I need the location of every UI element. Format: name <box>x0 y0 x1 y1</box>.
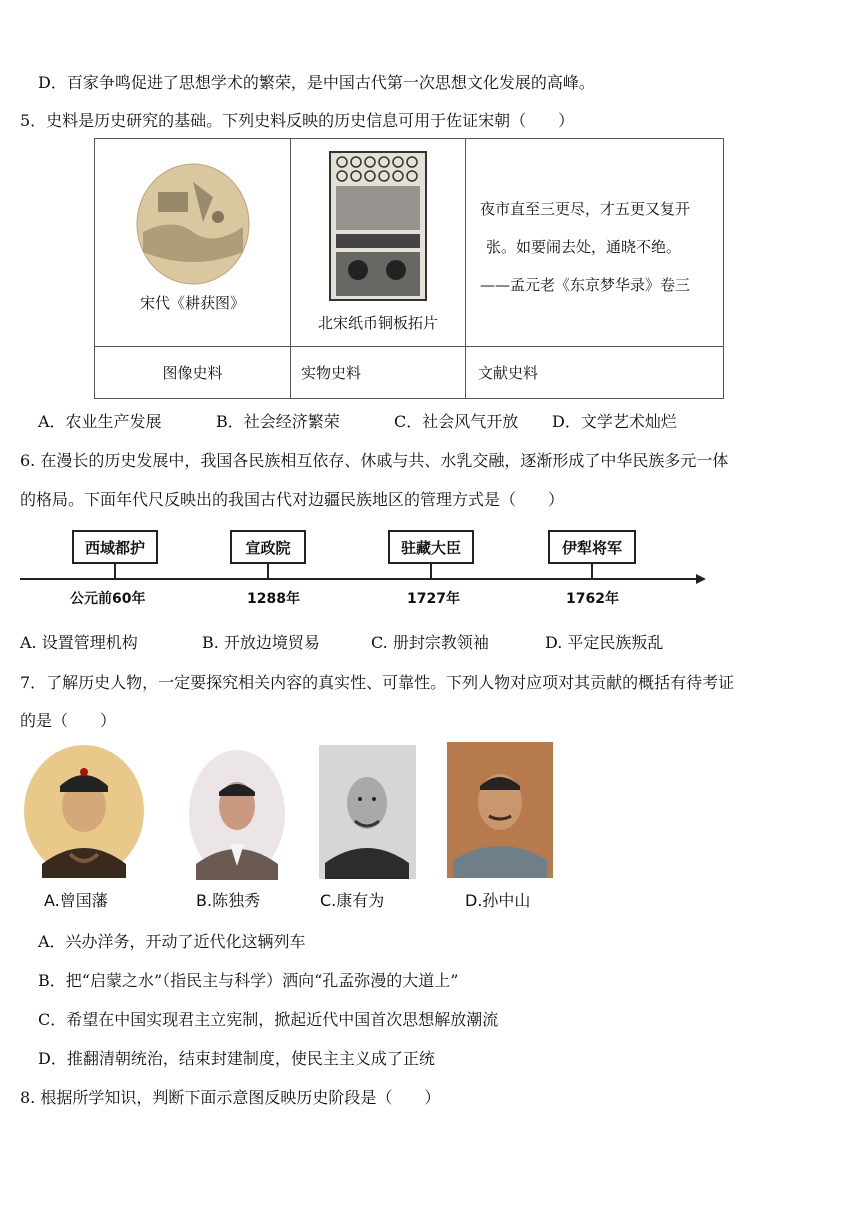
q7-option-c: C．希望在中国实现君主立宪制，掀起近代中国首次思想解放潮流 <box>38 1010 499 1029</box>
q5-option-b: B．社会经济繁荣 <box>216 412 340 431</box>
person-label-c: C.康有为 <box>320 891 385 910</box>
literature-line-2: 张。如要闹去处，通晓不绝。 <box>486 238 682 256</box>
q6-option-d: D. 平定民族叛乱 <box>545 633 664 652</box>
rubbing-caption: 北宋纸币铜板拓片 <box>317 314 438 332</box>
type-artifact-source: 实物史料 <box>291 347 466 399</box>
timeline-label-zhuzang: 驻藏大臣 <box>388 530 474 564</box>
q6-option-b: B. 开放边境贸易 <box>202 633 320 652</box>
literature-source-cell <box>466 139 724 347</box>
type-literature-source: 文献史料 <box>466 347 724 399</box>
literature-line-1: 夜市直至三更尽，才五更又复开 <box>480 200 691 218</box>
timeline-label-yili: 伊犁将军 <box>548 530 636 564</box>
q6-stem-line-2: 的格局。下面年代尺反映出的我国古代对边疆民族地区的管理方式是（ ） <box>20 490 565 509</box>
image-source-cell <box>95 139 291 347</box>
timeline-tick <box>114 564 116 578</box>
timeline-year: 1288年 <box>247 591 300 607</box>
q5-source-table <box>94 138 724 399</box>
timeline-year: 1727年 <box>407 591 460 607</box>
q6-option-a: A. 设置管理机构 <box>20 633 138 652</box>
q8-stem: 8. 根据所学知识，判断下面示意图反映历史阶段是（ ） <box>20 1088 441 1107</box>
farming-painting-image <box>133 162 253 286</box>
person-label-a: A.曾国藩 <box>44 891 108 910</box>
q7-option-d: D．推翻清朝统治，结束封建制度，使民主主义成了正统 <box>38 1049 435 1068</box>
q7-stem-line-2: 的是（ ） <box>20 711 117 730</box>
kang-youwei-portrait <box>319 745 416 879</box>
q5-option-d: D．文学艺术灿烂 <box>552 412 677 431</box>
q7-stem-line-1: 7．了解历史人物，一定要探究相关内容的真实性、可靠性。下列人物对应项对其贡献的概括有待考证 <box>20 673 735 692</box>
timeline-tick <box>430 564 432 578</box>
timeline-arrow-icon <box>696 574 706 584</box>
painting-caption: 宋代《耕获图》 <box>139 294 245 312</box>
artifact-source-cell <box>291 139 466 347</box>
q6-stem-line-1: 6. 在漫长的历史发展中，我国各民族相互依存、休戚与共、水乳交融，逐渐形成了中华民族多元一体 <box>20 451 729 470</box>
literature-citation: ——孟元老《东京梦华录》卷三 <box>480 276 691 294</box>
q7-option-a: A．兴办洋务，开动了近代化这辆列车 <box>38 932 306 951</box>
q5-stem: 5．史料是历史研究的基础。下列史料反映的历史信息可用于佐证宋朝（ ） <box>20 111 575 130</box>
timeline-label-xuanzheng: 宣政院 <box>230 530 306 564</box>
sun-yatsen-portrait <box>447 742 553 878</box>
q5-option-a: A．农业生产发展 <box>38 412 162 431</box>
timeline-tick <box>267 564 269 578</box>
timeline-label-xiyu: 西域都护 <box>72 530 158 564</box>
chen-duxiu-portrait <box>188 748 286 880</box>
paper-money-rubbing-image <box>328 150 428 302</box>
zeng-guofan-portrait <box>22 744 146 878</box>
type-image-source: 图像史料 <box>95 347 291 399</box>
person-label-d: D.孙中山 <box>465 891 531 910</box>
q7-option-b: B．把“启蒙之水”（指民主与科学）洒向“孔孟弥漫的大道上” <box>38 971 459 990</box>
q6-option-c: C. 册封宗教领袖 <box>371 633 489 652</box>
q5-option-c: C．社会风气开放 <box>394 412 519 431</box>
timeline-tick <box>591 564 593 578</box>
timeline-year: 公元前60年 <box>70 591 146 607</box>
person-label-b: B.陈独秀 <box>196 891 261 910</box>
timeline-year: 1762年 <box>566 591 619 607</box>
timeline-axis <box>20 578 700 580</box>
timeline <box>20 528 710 618</box>
q4-option-d: D．百家争鸣促进了思想学术的繁荣，是中国古代第一次思想文化发展的高峰。 <box>38 73 595 92</box>
